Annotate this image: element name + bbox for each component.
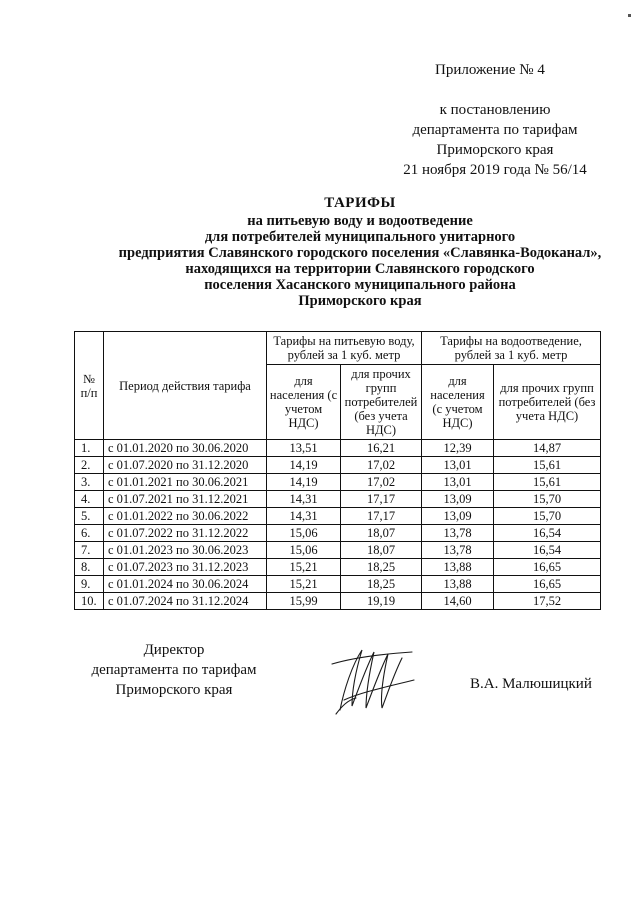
row-period: с 01.01.2023 по 30.06.2023	[104, 542, 267, 559]
heading-line: на питьевую воду и водоотведение	[247, 213, 473, 229]
row-water-other: 19,19	[341, 593, 422, 610]
table-row	[75, 525, 601, 542]
heading-line: для потребителей муниципального унитарного	[204, 229, 516, 245]
row-sewer-population: 14,60	[422, 593, 494, 610]
document-heading	[60, 195, 640, 309]
row-sewer-other: 15,61	[494, 457, 601, 474]
row-water-other: 18,07	[341, 542, 422, 559]
row-number: 2.	[75, 457, 104, 474]
table-row	[75, 457, 601, 474]
appendix-title: Приложение № 4	[435, 62, 545, 78]
row-water-other: 17,02	[341, 457, 422, 474]
heading-line: находящихся на территории Славянского городского	[185, 261, 535, 277]
row-sewer-other: 17,52	[494, 593, 601, 610]
row-sewer-population: 13,88	[422, 559, 494, 576]
tariff-table-body	[75, 440, 601, 610]
row-water-other: 18,07	[341, 525, 422, 542]
heading-line: Приморского края	[298, 293, 422, 309]
row-sewer-population: 13,88	[422, 576, 494, 593]
row-number: 10.	[75, 593, 104, 610]
row-number: 7.	[75, 542, 104, 559]
position-line: Приморского края	[115, 682, 233, 698]
row-sewer-other: 14,87	[494, 440, 601, 457]
row-water-population: 15,99	[267, 593, 341, 610]
row-sewer-population: 13,01	[422, 457, 494, 474]
row-water-population: 13,51	[267, 440, 341, 457]
header-num: № п/п	[75, 332, 104, 440]
row-water-population: 15,21	[267, 559, 341, 576]
row-period: с 01.07.2022 по 31.12.2022	[104, 525, 267, 542]
heading-line: поселения Хасанского муниципального района	[204, 277, 516, 293]
row-water-population: 14,31	[267, 508, 341, 525]
table-row	[75, 491, 601, 508]
handwritten-signature	[322, 640, 432, 720]
row-sewer-population: 12,39	[422, 440, 494, 457]
row-sewer-other: 16,65	[494, 576, 601, 593]
heading-line: предприятия Славянского городского поселения «Славянка-Водоканал»,	[118, 245, 602, 261]
header-sewer-other: для прочих групп потребителей (без учета НДС)	[494, 365, 601, 440]
row-sewer-population: 13,78	[422, 525, 494, 542]
row-water-population: 14,19	[267, 457, 341, 474]
header-sewer-population: для населения (с учетом НДС)	[422, 365, 494, 440]
table-row	[75, 474, 601, 491]
row-period: с 01.07.2023 по 31.12.2023	[104, 559, 267, 576]
row-period: с 01.01.2022 по 30.06.2022	[104, 508, 267, 525]
row-sewer-other: 15,61	[494, 474, 601, 491]
row-number: 6.	[75, 525, 104, 542]
table-row	[75, 440, 601, 457]
row-water-population: 15,06	[267, 525, 341, 542]
signatory-position	[74, 640, 274, 700]
row-period: с 01.07.2020 по 31.12.2020	[104, 457, 267, 474]
row-sewer-population: 13,01	[422, 474, 494, 491]
row-sewer-other: 16,65	[494, 559, 601, 576]
row-period: с 01.07.2024 по 31.12.2024	[104, 593, 267, 610]
row-sewer-other: 15,70	[494, 508, 601, 525]
row-period: с 01.01.2020 по 30.06.2020	[104, 440, 267, 457]
position-line: департамента по тарифам	[91, 662, 257, 678]
row-number: 1.	[75, 440, 104, 457]
table-row	[75, 576, 601, 593]
appendix-reference	[395, 100, 595, 180]
header-water-population: для населения (с учетом НДС)	[267, 365, 341, 440]
appendix-ref-line: Приморского края	[436, 142, 554, 158]
row-water-other: 17,02	[341, 474, 422, 491]
row-sewer-population: 13,09	[422, 491, 494, 508]
header-water-other: для прочих групп потребителей (без учета НДС)	[341, 365, 422, 440]
row-period: с 01.07.2021 по 31.12.2021	[104, 491, 267, 508]
row-sewer-other: 16,54	[494, 525, 601, 542]
tariff-table	[74, 331, 601, 610]
row-water-population: 14,31	[267, 491, 341, 508]
row-water-other: 17,17	[341, 508, 422, 525]
row-water-other: 18,25	[341, 576, 422, 593]
appendix-ref-line: к постановлению	[439, 102, 551, 118]
row-number: 4.	[75, 491, 104, 508]
row-water-population: 14,19	[267, 474, 341, 491]
header-sewer-group: Тарифы на водоотведение, рублей за 1 куб. метр	[422, 332, 601, 365]
table-row	[75, 542, 601, 559]
table-row	[75, 559, 601, 576]
header-water-group: Тарифы на питьевую воду, рублей за 1 куб. метр	[267, 332, 422, 365]
appendix-ref-line: департамента по тарифам	[412, 122, 578, 138]
heading-main: ТАРИФЫ	[324, 195, 396, 211]
row-sewer-population: 13,78	[422, 542, 494, 559]
row-sewer-population: 13,09	[422, 508, 494, 525]
row-water-other: 17,17	[341, 491, 422, 508]
row-water-other: 18,25	[341, 559, 422, 576]
row-number: 8.	[75, 559, 104, 576]
scan-dot	[628, 14, 631, 17]
row-sewer-other: 15,70	[494, 491, 601, 508]
row-water-population: 15,06	[267, 542, 341, 559]
row-water-population: 15,21	[267, 576, 341, 593]
row-water-other: 16,21	[341, 440, 422, 457]
signatory-name: В.А. Малюшицкий	[470, 676, 592, 692]
row-number: 3.	[75, 474, 104, 491]
row-sewer-other: 16,54	[494, 542, 601, 559]
row-period: с 01.01.2024 по 30.06.2024	[104, 576, 267, 593]
row-period: с 01.01.2021 по 30.06.2021	[104, 474, 267, 491]
table-row	[75, 508, 601, 525]
table-row	[75, 593, 601, 610]
position-line: Директор	[143, 642, 205, 658]
appendix-ref-line: 21 ноября 2019 года № 56/14	[403, 162, 587, 178]
appendix-block	[395, 60, 595, 180]
header-period: Период действия тарифа	[104, 332, 267, 440]
row-number: 9.	[75, 576, 104, 593]
row-number: 5.	[75, 508, 104, 525]
